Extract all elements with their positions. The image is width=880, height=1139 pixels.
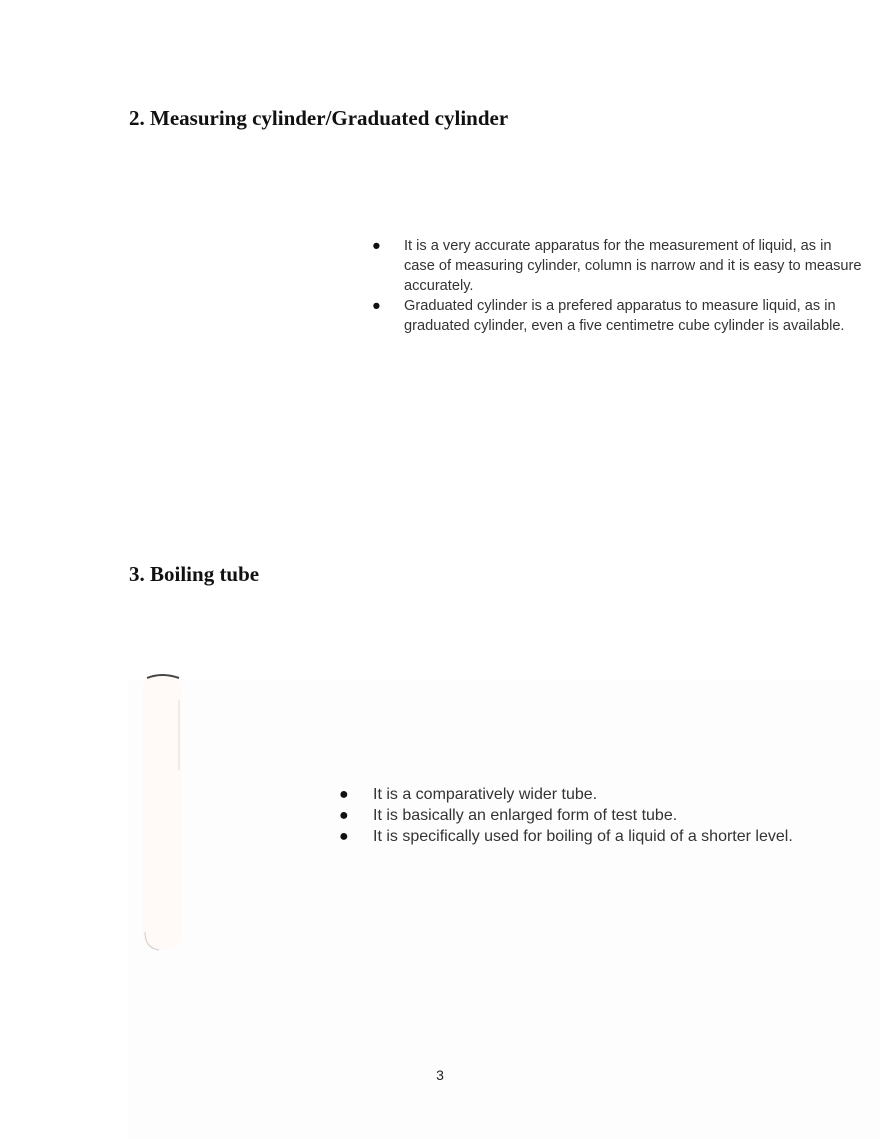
bullet-icon: ● [339,786,349,803]
list-item: ● It is a comparatively wider tube. [339,786,598,803]
list-item: ● It is basically an enlarged form of test tube. [339,807,678,824]
list-item: ● It is specifically used for boiling of a liquid of a shorter level. [339,828,793,845]
bullet-icon: ● [339,807,349,824]
bullet-icon: ● [372,298,381,314]
section-heading-boiling-tube: 3. Boiling tube [129,562,260,586]
list-item: ● Graduated cylinder is a prefered apparatus to measure liquid, as in graduated cylinder, even a five centimetre cube cylinder is available. [372,298,845,334]
measuring-cylinder-bullets [372,236,864,336]
boiling-tube-image [139,670,185,954]
boiling-tube-bullets [339,784,863,847]
bullet-icon: ● [372,238,381,254]
bullet-icon: ● [339,828,349,845]
section-heading-measuring-cylinder: 2. Measuring cylinder/Graduated cylinder [129,106,509,130]
page-number: 3 [436,1067,444,1083]
list-item: ● It is a very accurate apparatus for the measurement of liquid, as in case of measuring cylinder, column is narrow and it is easy to measure accurately. [372,238,862,294]
